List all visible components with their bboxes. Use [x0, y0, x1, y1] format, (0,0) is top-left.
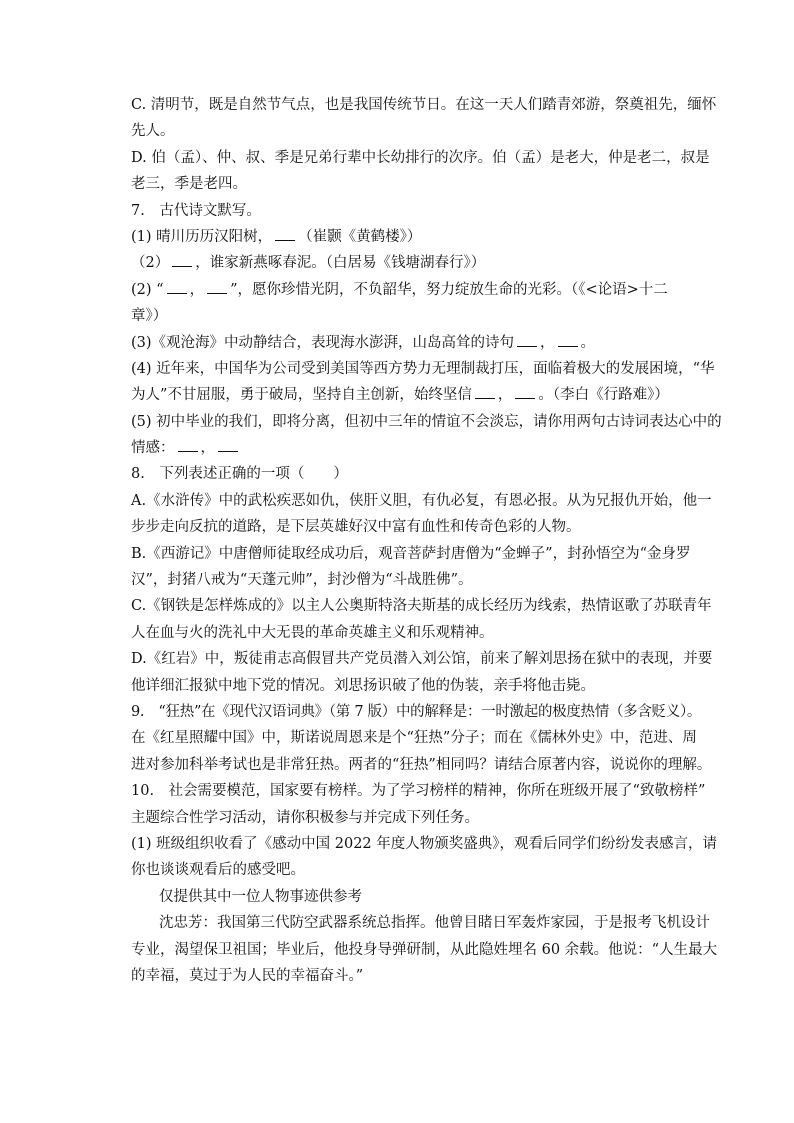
- text-line: 步步走向反抗的道路，是下层英雄好汉中富有血性和传奇色彩的人物。: [131, 519, 581, 536]
- answer-blank[interactable]: [207, 279, 227, 294]
- text-line: (1) 班级组织收看了《感动中国 2022 年度人物颁奖盛典》，观看后同学们纷纷发表感言，请: [131, 835, 718, 852]
- question-9-heading: 9. “狂热”在《现代汉语词典》（第 7 版）中的解释是：一时激起的极度热情（多含贬义）。: [131, 703, 702, 720]
- line-text: 情感：: [131, 440, 175, 457]
- text-line: [131, 330, 671, 356]
- line-text: ，: [200, 440, 215, 457]
- option-c: C.《钢铁是怎样炼成的》以主人公奥斯特洛夫斯基的成长经历为线索，热情讴歌了苏联青年: [131, 598, 712, 615]
- line-text: （崔颢《黄鹤楼》）: [298, 228, 422, 245]
- line-text: ”，愿你珍惜光阴，不负韶华，努力绽放生命的光彩。（《<论语>十二: [230, 281, 668, 298]
- question-8-heading: 8. 下列表述正确的一项（ ）: [131, 466, 348, 483]
- text-line: 你也谈谈观看后的感受吧。: [131, 862, 305, 879]
- text-line: [131, 435, 671, 461]
- text-line: [131, 277, 671, 303]
- text-line: 先人。: [131, 123, 175, 140]
- answer-blank[interactable]: [558, 332, 578, 347]
- document-page: [131, 92, 722, 989]
- text-line: (5) 初中毕业的我们，即将分离，但初中三年的情谊不会淡忘，请你用两句古诗词表达心中的: [131, 413, 722, 430]
- line-text: 。: [580, 334, 596, 351]
- line-text: ，: [189, 281, 205, 298]
- text-line: 章》）: [131, 308, 168, 325]
- text-line: 主题综合性学习活动，请你积极参与并完成下列任务。: [131, 809, 479, 826]
- answer-blank[interactable]: [167, 279, 187, 294]
- option-d: D.《红岩》中，叛徒甫志高假冒共产党员潜入刘公馆，前来了解刘思扬在狱中的表现，并要: [131, 651, 713, 668]
- line-text: （2）: [131, 255, 170, 272]
- text-line: 人在血与火的洗礼中大无畏的革命英雄主义和乐观精神。: [131, 624, 494, 641]
- line-text: ，谁家新燕啄春泥。（白居易《钱塘湖春行》）: [195, 255, 486, 272]
- answer-blank[interactable]: [178, 437, 198, 452]
- reference-note: 仅提供其中一位人物事迹供参考: [159, 888, 362, 905]
- text-line: D. 伯（孟）、仲、叔、季是兄弟行辈中长幼排行的次序。伯（孟）是老大，仲是老二，叔是: [131, 149, 710, 166]
- text-line: 在《红星照耀中国》中，斯诺说周恩来是个“狂热”分子；而在《儒林外史》中，范进、周: [131, 730, 697, 747]
- line-text: (2) “: [131, 281, 164, 298]
- text-line: 老三，季是老四。: [131, 176, 247, 193]
- option-b: B.《西游记》中唐僧师徒取经成功后，观音菩萨封唐僧为“金蝉子”，封孙悟空为“金身罗: [131, 545, 691, 562]
- answer-blank[interactable]: [172, 252, 192, 267]
- text-line: 进对参加科举考试也是非常狂热。两者的“狂热”相同吗？请结合原著内容，说说你的理解。: [131, 756, 712, 773]
- answer-blank[interactable]: [515, 384, 535, 399]
- answer-blank[interactable]: [517, 332, 537, 347]
- line-text: ，: [540, 334, 555, 351]
- answer-blank[interactable]: [475, 384, 495, 399]
- option-a: A.《水浒传》中的武松疾恶如仇，侠肝义胆，有仇必复，有恩必报。从为兄报仇开始，他一: [131, 492, 712, 509]
- text-line: [131, 224, 671, 250]
- text-line: 他详细汇报狱中地下党的情况。刘思扬识破了他的伪装，亲手将他击毙。: [131, 677, 595, 694]
- text-line: 汉”，封猪八戒为“天蓬元帅”，封沙僧为“斗战胜佛”。: [131, 572, 473, 589]
- line-text: ，: [497, 387, 513, 404]
- answer-blank[interactable]: [275, 226, 295, 241]
- line-text: (1) 晴川历历汉阳树，: [131, 228, 273, 245]
- question-10-heading: 10. 社会需要模范，国家要有榜样。为了学习榜样的精神，你所在班级开展了“致敬榜样”: [131, 783, 706, 800]
- text-line: 沈忠芳：我国第三代防空武器系统总指挥。他曾目睹日军轰炸家园，于是报考飞机设计: [159, 915, 710, 932]
- text-line: 专业，渴望保卫祖国；毕业后，他投身导弹研制，从此隐姓埋名 60 余载。他说：“人生最大: [131, 941, 718, 958]
- line-text: (3)《观沧海》中动静结合，表现海水澎湃，山岛高耸的诗句: [131, 334, 515, 351]
- line-text: 。（李白《行路难》）: [538, 387, 669, 404]
- text-line: C. 清明节，既是自然节气点，也是我国传统节日。在这一天人们踏青郊游，祭奠祖先，缅怀: [131, 97, 717, 113]
- text-line: [131, 250, 671, 276]
- answer-blank[interactable]: [218, 437, 238, 452]
- text-line: 的幸福，莫过于为人民的幸福奋斗。”: [131, 967, 364, 984]
- text-line: (4) 近年来，中国华为公司受到美国等西方势力无理制裁打压，面临着极大的发展困境，“华: [131, 360, 715, 377]
- question-7-heading: 7. 古代诗文默写。: [131, 202, 261, 219]
- text-line: [131, 382, 671, 408]
- line-text: 为人”不甘屈服，勇于破局，坚持自主创新，始终坚信: [131, 387, 472, 404]
